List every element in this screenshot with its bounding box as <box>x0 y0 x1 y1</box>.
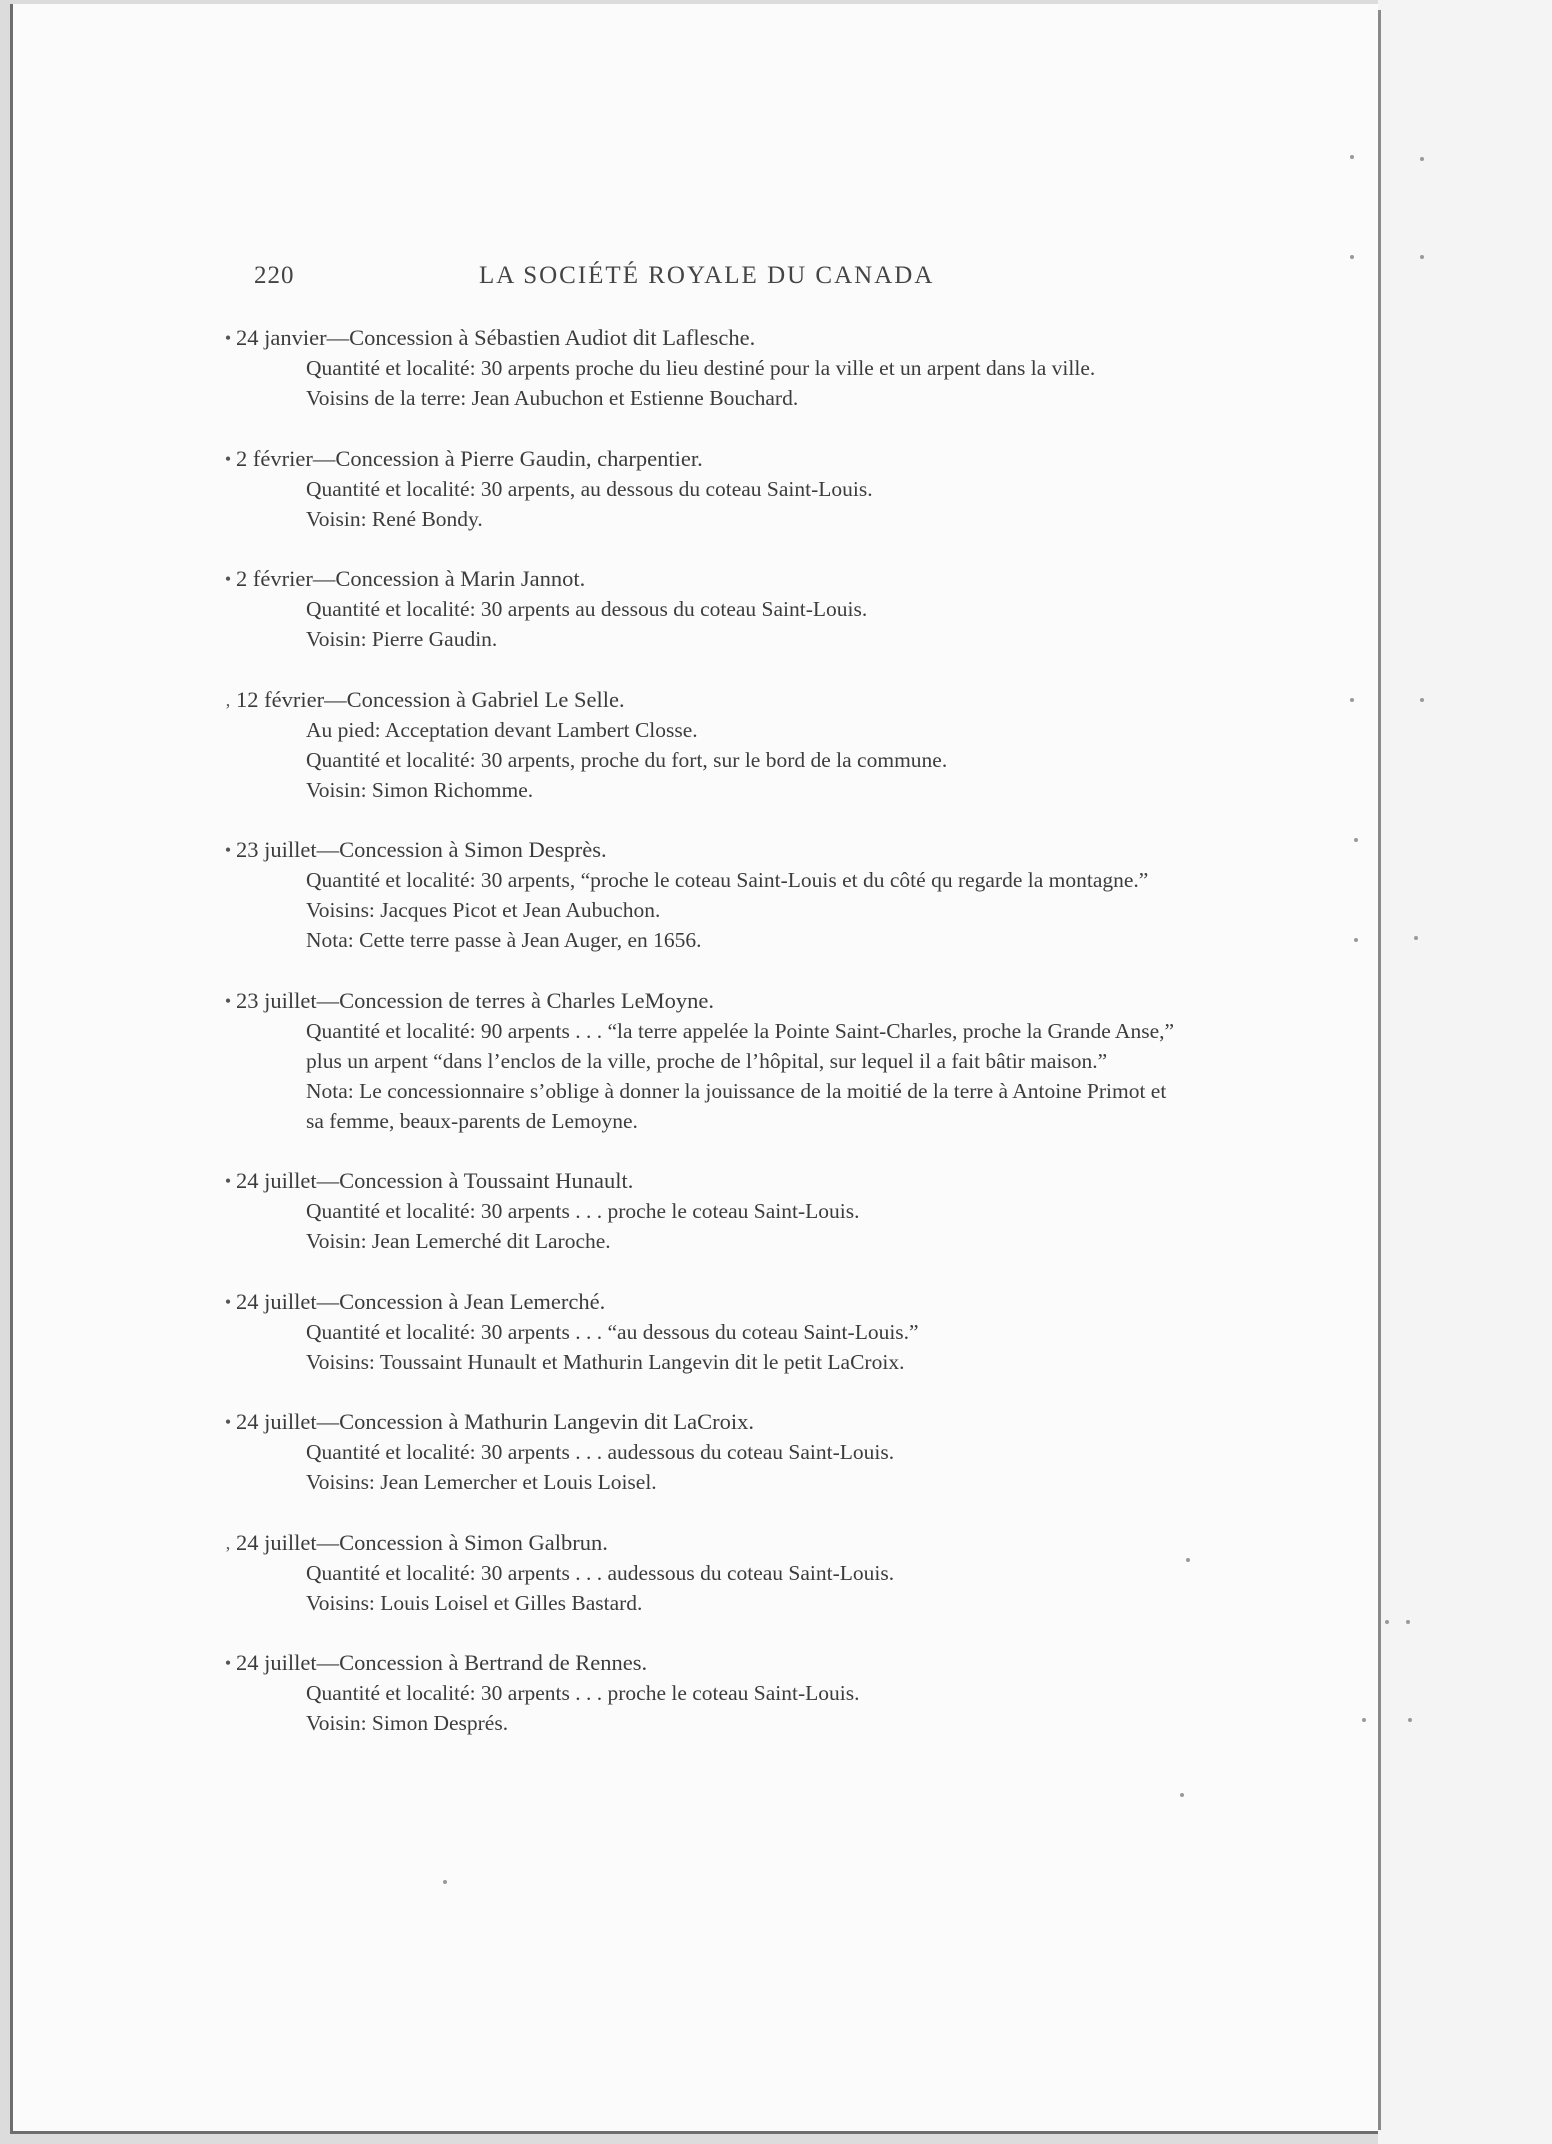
scan-speck <box>1354 938 1358 942</box>
margin-mark: , <box>225 1532 231 1553</box>
entry-heading <box>224 1648 1181 1678</box>
concession-entry <box>224 1648 1181 1738</box>
entry-detail-line: Voisins: Louis Loisel et Gilles Bastard. <box>306 1590 643 1615</box>
margin-mark: • <box>224 1653 232 1673</box>
margin-mark: • <box>224 448 232 469</box>
entry-heading <box>225 1528 1181 1558</box>
margin-mark: • <box>224 1291 232 1312</box>
entry-detail-line: Voisin: René Bondy. <box>306 506 483 531</box>
scan-speck <box>1408 1718 1412 1722</box>
concession-list <box>224 323 1181 1769</box>
scan-speck <box>1420 255 1424 259</box>
entry-heading <box>224 835 1181 865</box>
entry-details <box>306 474 1181 534</box>
concession-entry <box>224 835 1181 955</box>
entry-heading <box>224 564 1181 594</box>
entry-details <box>306 1196 1181 1256</box>
margin-mark: • <box>224 990 232 1011</box>
scan-speck <box>1350 155 1354 159</box>
entry-detail-line: Voisins: Jean Lemercher et Louis Loisel. <box>306 1470 657 1494</box>
entry-detail-line: Quantité et localité: 30 arpents, au dessous du coteau Saint-Louis. <box>306 476 873 501</box>
entry-detail-line: Voisins de la terre: Jean Aubuchon et Estienne Bouchard. <box>306 386 799 410</box>
entry-heading <box>225 685 1181 715</box>
entry-detail-line: Quantité et localité: 30 arpents . . . audessous du coteau Saint-Louis. <box>306 1560 895 1585</box>
entry-heading <box>224 1407 1181 1437</box>
entry-detail-line: Quantité et localité: 30 arpents . . . “au dessous du coteau Saint-Louis.” <box>306 1319 919 1344</box>
concession-entry <box>224 1407 1181 1497</box>
entry-detail-line: Quantité et localité: 30 arpents . . . proche le coteau Saint-Louis. <box>306 1199 860 1223</box>
entry-heading-text: 24 janvier—Concession à Sébastien Audiot dit Laflesche. <box>236 325 756 350</box>
entry-heading <box>224 1166 1181 1196</box>
entry-details <box>306 1016 1181 1136</box>
margin-mark: , <box>225 689 231 710</box>
concession-entry <box>224 323 1181 413</box>
entry-details <box>306 353 1181 413</box>
entry-heading-text: 23 juillet—Concession de terres à Charles LeMoyne. <box>236 987 715 1013</box>
entry-detail-line: Voisins: Jacques Picot et Jean Aubuchon. <box>306 898 661 922</box>
concession-entry <box>224 444 1181 534</box>
concession-entry <box>224 1287 1181 1377</box>
entry-details <box>306 865 1181 955</box>
margin-mark: • <box>224 1171 232 1191</box>
page-number: 220 <box>254 262 295 289</box>
page-edge-line <box>1378 10 1381 2130</box>
entry-detail-line: Voisin: Simon Després. <box>306 1711 509 1735</box>
entry-detail-line: Voisins: Toussaint Hunault et Mathurin Langevin dit le petit LaCroix. <box>306 1349 905 1374</box>
margin-mark: • <box>224 328 232 348</box>
concession-entry <box>224 564 1181 654</box>
entry-heading-text: 24 juillet—Concession à Jean Lemerché. <box>236 1288 606 1314</box>
scan-speck <box>1406 1620 1410 1624</box>
entry-detail-line: Quantité et localité: 30 arpents, “proche le coteau Saint-Louis et du côté qu regarde la montagne.” <box>306 868 1149 892</box>
scan-speck <box>1385 1620 1389 1624</box>
entry-detail-line: Nota: Cette terre passe à Jean Auger, en 1656. <box>306 928 702 952</box>
scan-speck <box>1420 157 1424 161</box>
entry-heading-text: 24 juillet—Concession à Mathurin Langevin dit LaCroix. <box>236 1409 755 1434</box>
entry-heading-text: 2 février—Concession à Marin Jannot. <box>236 566 586 591</box>
running-title: LA SOCIÉTÉ ROYALE DU CANADA <box>479 262 935 289</box>
scan-speck <box>1350 698 1354 702</box>
scan-speck <box>1350 255 1354 259</box>
entry-detail-line: Nota: Le concessionnaire s’oblige à donner la jouissance de la moitié de la terre à Antoine Primot et sa femme, beaux-parents de Lemoyne. <box>306 1078 1167 1133</box>
entry-heading-text: 24 juillet—Concession à Toussaint Hunault. <box>236 1168 634 1193</box>
concession-entry <box>224 1166 1181 1256</box>
scan-speck <box>1420 698 1424 702</box>
entry-heading <box>224 986 1181 1016</box>
entry-heading <box>224 323 1181 353</box>
entry-heading-text: 24 juillet—Concession à Bertrand de Rennes. <box>236 1650 648 1675</box>
scan-speck <box>1414 936 1418 940</box>
facing-page-edge <box>1378 0 1552 2144</box>
entry-detail-line: Quantité et localité: 30 arpents, proche du fort, sur le bord de la commune. <box>306 747 948 772</box>
entry-detail-line: Quantité et localité: 30 arpents . . . audessous du coteau Saint-Louis. <box>306 1440 895 1464</box>
concession-entry <box>224 986 1181 1136</box>
concession-entry <box>225 1528 1181 1618</box>
entry-details <box>306 1678 1181 1738</box>
margin-mark: • <box>224 840 232 860</box>
entry-heading-text: 2 février—Concession à Pierre Gaudin, charpentier. <box>236 445 703 471</box>
entry-detail-line: Quantité et localité: 30 arpents proche du lieu destiné pour la ville et un arpent dans la ville. <box>306 356 1096 380</box>
entry-detail-line: Voisin: Jean Lemerché dit Laroche. <box>306 1229 611 1253</box>
entry-detail-line: Au pied: Acceptation devant Lambert Closse. <box>306 717 698 742</box>
entry-detail-line: Voisin: Simon Richomme. <box>306 777 534 802</box>
entry-details <box>306 1558 1181 1618</box>
entry-heading <box>224 444 1181 474</box>
entry-heading-text: 24 juillet—Concession à Simon Galbrun. <box>236 1529 608 1555</box>
entry-detail-line: Quantité et localité: 30 arpents . . . proche le coteau Saint-Louis. <box>306 1681 860 1705</box>
entry-heading-text: 23 juillet—Concession à Simon Desprès. <box>236 837 607 862</box>
scan-speck <box>1180 1793 1184 1797</box>
concession-entry <box>225 685 1181 805</box>
entry-heading-text: 12 février—Concession à Gabriel Le Selle. <box>236 686 625 712</box>
entry-details <box>306 1437 1181 1497</box>
margin-mark: • <box>224 569 232 589</box>
entry-details <box>306 1317 1181 1377</box>
entry-detail-line: Quantité et localité: 30 arpents au dessous du coteau Saint-Louis. <box>306 597 868 621</box>
entry-details <box>306 715 1181 805</box>
entry-detail-line: Voisin: Pierre Gaudin. <box>306 627 498 651</box>
margin-mark: • <box>224 1412 232 1432</box>
scan-speck <box>1354 838 1358 842</box>
scan-speck <box>1186 1558 1190 1562</box>
scan-speck <box>1362 1718 1366 1722</box>
entry-detail-line: Quantité et localité: 90 arpents . . . “la terre appelée la Pointe Saint-Charles, proche la Grande Anse,” plus un arpent “dans l’enclos de la ville, proche de l’hôpital, sur lequel il a fait bâtir maison.” <box>306 1018 1175 1073</box>
scan-speck <box>443 1880 447 1884</box>
entry-details <box>306 594 1181 654</box>
entry-heading <box>224 1287 1181 1317</box>
